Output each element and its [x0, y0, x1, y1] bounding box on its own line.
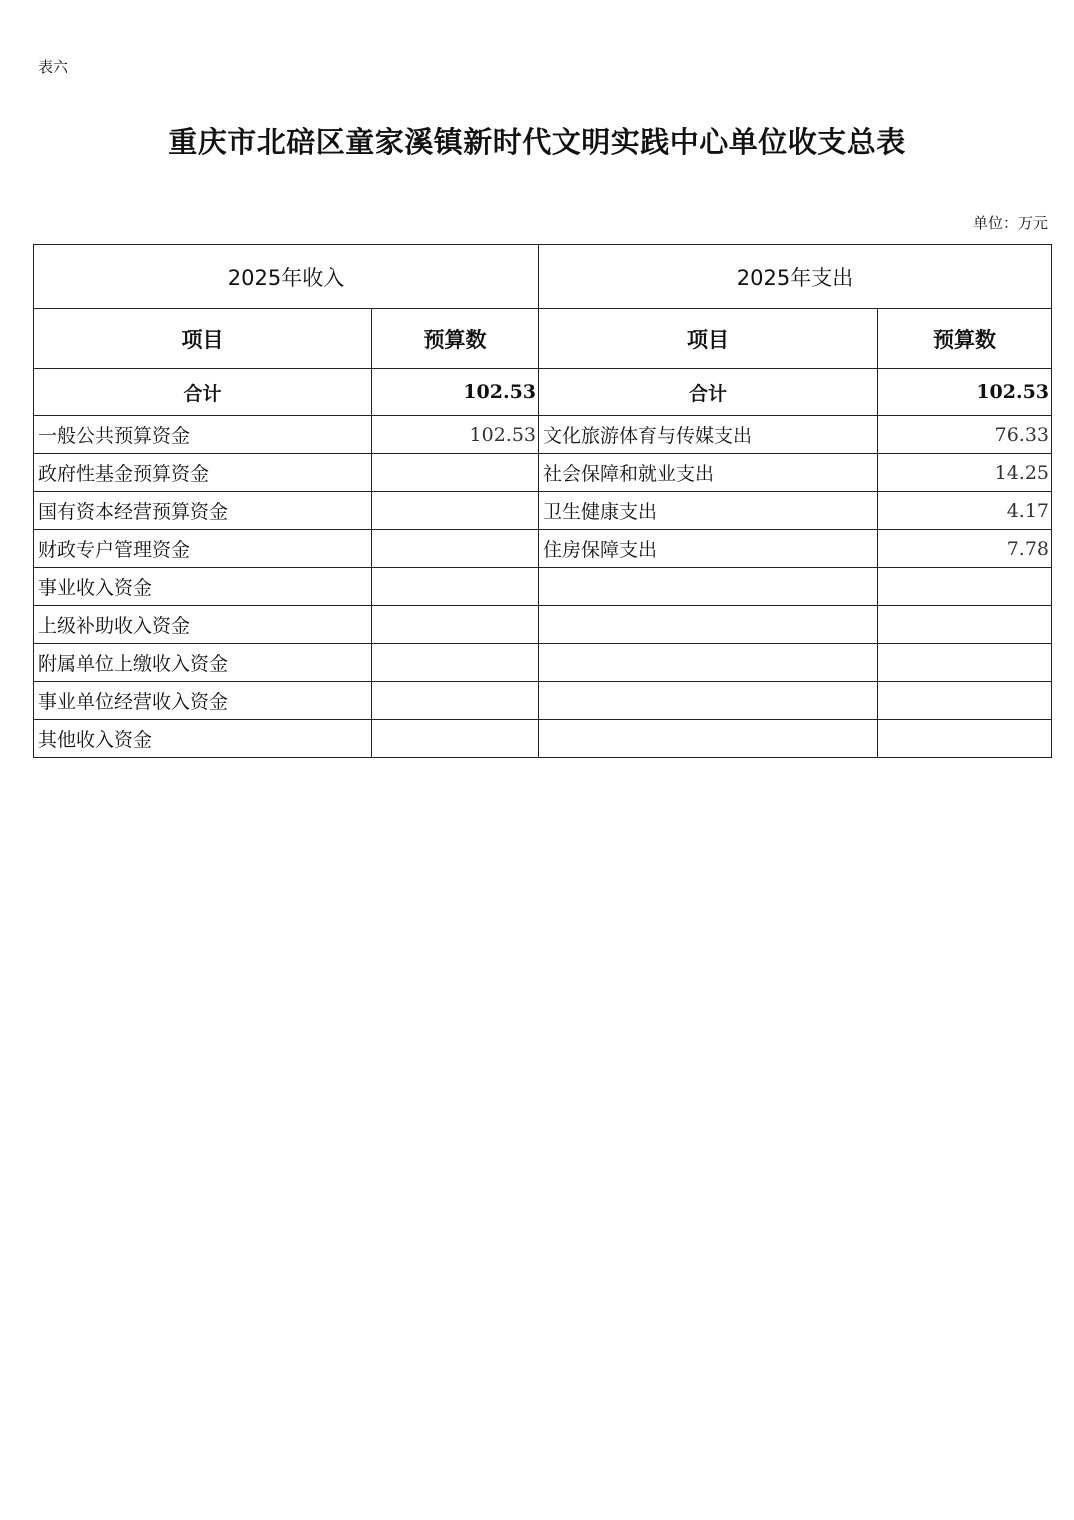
unit-note: 单位：万元	[972, 214, 1048, 232]
expense-item-cell	[539, 568, 878, 606]
expense-value-cell	[878, 606, 1052, 644]
income-year-header: 2025年收入	[34, 245, 539, 309]
table-row	[34, 606, 1052, 644]
income-value-cell	[372, 682, 539, 720]
income-item-header: 项目	[34, 309, 372, 369]
expense-item-header: 项目	[539, 309, 878, 369]
expense-value-cell	[878, 568, 1052, 606]
table-row	[34, 720, 1052, 758]
income-item-cell: 一般公共预算资金	[34, 416, 372, 454]
expense-value-cell	[878, 644, 1052, 682]
income-item-cell: 事业收入资金	[34, 568, 372, 606]
table-row	[34, 492, 1052, 530]
expense-item-cell	[539, 682, 878, 720]
table-row	[34, 416, 1052, 454]
expense-item-cell: 社会保障和就业支出	[539, 454, 878, 492]
income-item-cell: 上级补助收入资金	[34, 606, 372, 644]
income-total-label: 合计	[34, 369, 372, 416]
expense-item-cell: 住房保障支出	[539, 530, 878, 568]
expense-value-cell: 7.78	[878, 530, 1052, 568]
income-value-cell	[372, 606, 539, 644]
expense-value-cell	[878, 682, 1052, 720]
table-row	[34, 568, 1052, 606]
budget-summary-table	[33, 244, 1052, 758]
income-value-cell	[372, 530, 539, 568]
table-label: 表六	[38, 58, 69, 76]
income-item-cell: 事业单位经营收入资金	[34, 682, 372, 720]
table-row	[34, 644, 1052, 682]
income-item-cell: 其他收入资金	[34, 720, 372, 758]
table-row	[34, 682, 1052, 720]
expense-value-cell	[878, 720, 1052, 758]
income-value-cell: 102.53	[372, 416, 539, 454]
income-budget-header: 预算数	[372, 309, 539, 369]
expense-value-cell: 76.33	[878, 416, 1052, 454]
income-item-cell: 财政专户管理资金	[34, 530, 372, 568]
expense-value-cell: 14.25	[878, 454, 1052, 492]
income-total-value: 102.53	[372, 369, 539, 416]
income-value-cell	[372, 492, 539, 530]
income-value-cell	[372, 454, 539, 492]
table-row	[34, 530, 1052, 568]
expense-value-cell: 4.17	[878, 492, 1052, 530]
header-row-columns	[34, 309, 1052, 369]
expense-year-header: 2025年支出	[539, 245, 1052, 309]
page-title: 重庆市北碚区童家溪镇新时代文明实践中心单位收支总表	[168, 125, 906, 159]
expense-total-value: 102.53	[878, 369, 1052, 416]
income-item-cell: 政府性基金预算资金	[34, 454, 372, 492]
income-item-cell: 附属单位上缴收入资金	[34, 644, 372, 682]
expense-item-cell	[539, 720, 878, 758]
header-row-year	[34, 245, 1052, 309]
table-row	[34, 454, 1052, 492]
expense-total-label: 合计	[539, 369, 878, 416]
income-value-cell	[372, 644, 539, 682]
expense-item-cell	[539, 644, 878, 682]
expense-item-cell: 卫生健康支出	[539, 492, 878, 530]
expense-budget-header: 预算数	[878, 309, 1052, 369]
income-value-cell	[372, 720, 539, 758]
expense-item-cell: 文化旅游体育与传媒支出	[539, 416, 878, 454]
income-item-cell: 国有资本经营预算资金	[34, 492, 372, 530]
income-value-cell	[372, 568, 539, 606]
total-row	[34, 369, 1052, 416]
expense-item-cell	[539, 606, 878, 644]
